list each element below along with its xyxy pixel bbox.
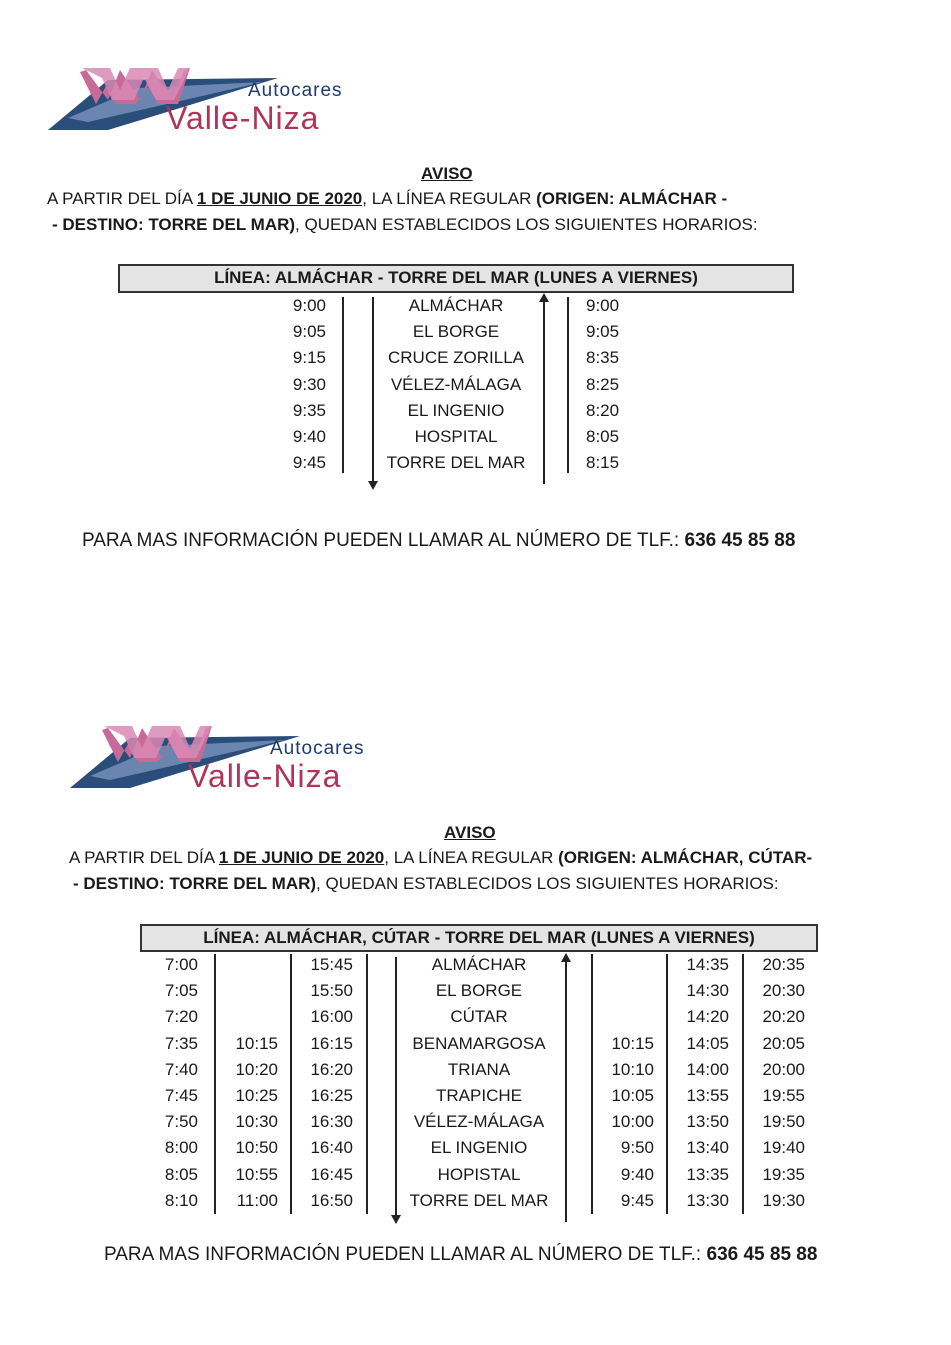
stop-name: EL INGENIO	[407, 400, 505, 420]
return-time: 9:00	[586, 296, 620, 315]
route-destination: - DESTINO: TORRE DEL MAR)	[52, 215, 296, 234]
stop-name: BENAMARGOSA	[412, 1033, 546, 1053]
outbound-time	[216, 952, 278, 978]
return-time: 9:40	[620, 1164, 654, 1184]
return-time: 14:00	[686, 1059, 729, 1079]
up-arrow-icon	[537, 293, 551, 484]
return-time	[594, 978, 654, 1004]
outbound-time	[216, 1004, 278, 1030]
intro-text: , LA LÍNEA REGULAR	[384, 848, 559, 867]
down-arrow-icon	[389, 957, 403, 1224]
outbound-time: 7:45	[164, 1086, 198, 1105]
return-time: 13:30	[686, 1190, 729, 1210]
stop-name: CRUCE ZORILLA	[387, 348, 525, 368]
return-time: 13:55	[686, 1086, 729, 1105]
outbound-time: 8:00	[164, 1138, 198, 1158]
outbound-time: 9:15	[292, 348, 326, 368]
stop-name: TRAPICHE	[436, 1086, 522, 1105]
stop-name: TORRE DEL MAR	[409, 1190, 549, 1210]
column-divider	[366, 954, 368, 1214]
down-arrow-icon	[366, 297, 380, 490]
column-divider	[742, 954, 744, 1214]
outbound-time: 8:05	[164, 1164, 198, 1184]
stop-name: ALMÁCHAR	[408, 296, 504, 315]
stop-name: EL BORGE	[412, 322, 500, 342]
outbound-time: 8:10	[164, 1190, 198, 1210]
up-arrow-icon	[559, 953, 573, 1222]
outbound-time: 9:35	[292, 400, 326, 420]
outbound-time: 16:00	[310, 1007, 353, 1027]
outbound-time: 10:55	[235, 1164, 278, 1184]
return-time: 10:10	[611, 1059, 654, 1079]
outbound-time: 10:20	[235, 1059, 278, 1079]
outbound-time: 16:50	[310, 1190, 353, 1210]
intro-text: , QUEDAN ESTABLECIDOS LOS SIGUIENTES HORARIOS:	[295, 215, 758, 234]
column-divider	[666, 954, 668, 1214]
effective-date: 1 DE JUNIO DE 2020	[218, 848, 385, 867]
route-destination: - DESTINO: TORRE DEL MAR)	[73, 874, 317, 893]
return-time: 19:30	[762, 1190, 805, 1210]
outbound-time: 9:00	[292, 296, 326, 315]
column-divider	[214, 954, 216, 1214]
brand-line-1: Autocares	[248, 80, 343, 101]
phone-number: 636 45 85 88	[684, 530, 796, 551]
stop-name: EL BORGE	[435, 981, 523, 1001]
outbound-time: 16:40	[310, 1138, 353, 1158]
return-time: 10:00	[611, 1112, 654, 1132]
return-time: 14:05	[686, 1033, 729, 1053]
phone-number: 636 45 85 88	[706, 1244, 818, 1265]
outbound-time: 7:05	[164, 981, 198, 1001]
return-time: 8:15	[586, 453, 620, 473]
return-time: 13:50	[686, 1112, 729, 1132]
brand-line-1: Autocares	[270, 738, 365, 759]
outbound-time: 16:15	[310, 1033, 353, 1053]
column-divider	[290, 954, 292, 1214]
column-divider	[567, 297, 569, 473]
outbound-time: 9:30	[292, 374, 326, 394]
outbound-time: 7:00	[164, 955, 198, 974]
return-time: 9:45	[620, 1190, 654, 1210]
return-time: 13:35	[686, 1164, 729, 1184]
notice-title: AVISO	[421, 164, 473, 183]
stop-name: VÉLEZ-MÁLAGA	[390, 374, 522, 394]
notice-intro-line-2	[73, 871, 779, 897]
outbound-time: 9:45	[292, 453, 326, 473]
return-time: 13:40	[686, 1138, 729, 1158]
footer-text: PARA MAS INFORMACIÓN PUEDEN LLAMAR AL NÚMERO DE TLF.:	[104, 1244, 707, 1265]
stop-name: VÉLEZ-MÁLAGA	[413, 1112, 545, 1132]
notice-title: AVISO	[444, 823, 496, 842]
outbound-time: 9:40	[292, 427, 326, 446]
outbound-time: 7:50	[164, 1112, 198, 1132]
effective-date: 1 DE JUNIO DE 2020	[196, 189, 363, 208]
contact-footer	[104, 1244, 817, 1266]
stop-name: CÚTAR	[450, 1007, 508, 1027]
stop-name: TORRE DEL MAR	[386, 453, 526, 473]
outbound-time: 15:45	[310, 955, 353, 974]
stop-name: EL INGENIO	[430, 1138, 528, 1158]
column-divider	[342, 297, 344, 473]
return-time: 10:15	[611, 1033, 654, 1053]
outbound-time: 16:20	[310, 1059, 353, 1079]
intro-text: , QUEDAN ESTABLECIDOS LOS SIGUIENTES HORARIOS:	[316, 874, 779, 893]
return-time: 8:35	[586, 348, 620, 368]
outbound-time: 10:25	[235, 1086, 278, 1105]
return-time: 8:20	[586, 400, 620, 420]
return-time: 10:05	[611, 1086, 654, 1105]
outbound-time: 15:50	[310, 981, 353, 1001]
outbound-time: 16:30	[310, 1112, 353, 1132]
company-logo	[70, 718, 410, 808]
notice-intro-line-1	[47, 186, 727, 212]
intro-text: , LA LÍNEA REGULAR	[362, 189, 537, 208]
return-time: 8:25	[586, 374, 620, 394]
return-time: 20:05	[762, 1033, 805, 1053]
timetable-header: LÍNEA: ALMÁCHAR - TORRE DEL MAR (LUNES A VIERNES)	[118, 264, 794, 293]
brand-line-2: Valle-Niza	[188, 758, 342, 794]
company-logo	[48, 60, 388, 150]
stop-name: TRIANA	[447, 1059, 511, 1079]
return-time: 19:50	[762, 1112, 805, 1132]
column-divider	[591, 954, 593, 1214]
intro-text: A PARTIR DEL DÍA	[47, 189, 197, 208]
intro-text: A PARTIR DEL DÍA	[69, 848, 219, 867]
return-time: 14:30	[686, 981, 729, 1001]
brand-line-2: Valle-Niza	[166, 100, 320, 136]
return-time: 20:00	[762, 1059, 805, 1079]
route-origin: (ORIGEN: ALMÁCHAR, CÚTAR-	[558, 848, 813, 867]
return-time: 20:20	[762, 1007, 805, 1027]
return-time: 9:05	[586, 322, 620, 342]
return-time: 19:55	[762, 1086, 805, 1105]
footer-text: PARA MAS INFORMACIÓN PUEDEN LLAMAR AL NÚMERO DE TLF.:	[82, 530, 685, 551]
return-time: 14:35	[686, 955, 729, 974]
outbound-time: 9:05	[292, 322, 326, 342]
stop-name: HOPISTAL	[437, 1164, 521, 1184]
return-time: 9:50	[620, 1138, 654, 1158]
outbound-time	[216, 978, 278, 1004]
stop-name: ALMÁCHAR	[431, 955, 527, 974]
notice-intro-line-2	[52, 212, 758, 238]
outbound-time: 7:40	[164, 1059, 198, 1079]
outbound-time: 10:15	[235, 1033, 278, 1053]
route-origin: (ORIGEN: ALMÁCHAR -	[536, 189, 728, 208]
return-time	[594, 952, 654, 978]
return-time: 19:40	[762, 1138, 805, 1158]
return-time: 20:30	[762, 981, 805, 1001]
outbound-time: 11:00	[236, 1190, 278, 1210]
timetable-header: LÍNEA: ALMÁCHAR, CÚTAR - TORRE DEL MAR (LUNES A VIERNES)	[140, 924, 818, 952]
outbound-time: 16:45	[310, 1164, 353, 1184]
outbound-time: 10:50	[235, 1138, 278, 1158]
outbound-time: 10:30	[235, 1112, 278, 1132]
notice-intro-line-1	[69, 845, 812, 871]
contact-footer	[82, 530, 795, 552]
return-time: 19:35	[762, 1164, 805, 1184]
return-time: 8:05	[586, 427, 620, 446]
outbound-time: 7:20	[164, 1007, 198, 1027]
return-time: 20:35	[762, 955, 805, 974]
stop-name: HOSPITAL	[414, 427, 498, 446]
return-time	[594, 1004, 654, 1030]
outbound-time: 16:25	[310, 1086, 353, 1105]
return-time: 14:20	[686, 1007, 729, 1027]
outbound-time: 7:35	[164, 1033, 198, 1053]
